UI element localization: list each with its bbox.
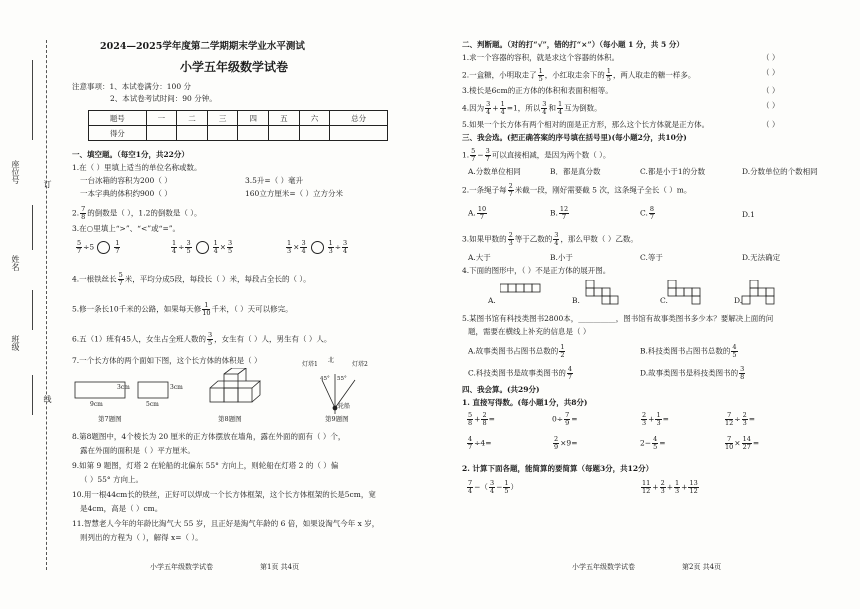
score-blank[interactable] (207, 126, 238, 141)
calc-1: $\frac{5}{8}$ + $\frac{2}{8}$ = (468, 411, 495, 427)
angle-label: 45° (320, 376, 330, 382)
q11b: 则列出的方程为（ ），解得 x=（ ）。 (80, 533, 203, 542)
page-number: 第2页 共4页 (682, 563, 722, 571)
j4: 4.因为 $\frac{3}{4}$ + $\frac{1}{4}$ =1，所以 $\frac{3}{4}$ 和 $\frac{1}{4}$ 互为倒数。 (462, 100, 602, 116)
score-cell: 总分 (330, 111, 388, 126)
c3-option-b[interactable]: B.小于 (550, 253, 573, 262)
q2-prefix: 2. (72, 208, 80, 218)
score-cell: 六 (299, 111, 330, 126)
c4: 4.下面的图形中，（ ）不是正方体的展开图。 (462, 266, 611, 275)
dim-label: 9cm (90, 401, 103, 408)
q1d: 160立方厘米=（ ）立方分米 (245, 189, 343, 198)
section-4-title: 四、我会算。(共29分) (462, 385, 540, 394)
notice-1: 注意事项：1、本试卷满分：100 分 (72, 82, 191, 91)
calc-2: 0÷ $\frac{7}{9}$ = (552, 411, 578, 427)
fraction: $\frac{7}{8}$ (81, 205, 86, 221)
score-cell: 五 (269, 111, 300, 126)
compare-circle[interactable] (311, 241, 324, 254)
underline (32, 375, 33, 415)
c4-option-b[interactable]: B. (572, 296, 580, 305)
q9b: （ ）55° 方向上。 (80, 475, 144, 484)
q10a: 10.用一根44cm长的铁丝，正好可以焊成一个长方体框架，这个长方体框架的长是5cm，宽 (72, 490, 376, 499)
score-cell: 三 (207, 111, 238, 126)
q1b: 3.5升=（ ）毫升 (245, 176, 304, 185)
c1-option-b[interactable]: B．都是真分数 (550, 167, 601, 176)
c2-option-a[interactable]: A. $\frac{10}{7}$ (468, 205, 487, 221)
q1: 1.在（ ）里填上适当的单位名称或数。 (72, 163, 202, 172)
page-number: 第1页 共4页 (260, 563, 300, 571)
section-2-title: 二、判断题。（对的打“√”，错的打“×”）（每小题 1 分，共 5 分） (462, 40, 684, 49)
north-label: 北 (328, 357, 335, 364)
c3: 3.如果甲数的 $\frac{2}{3}$ 等于乙数的 $\frac{3}{4}$ ，那么甲数（ ）乙数。 (462, 231, 638, 247)
calc-7: 2− $\frac{4}{5}$ = (640, 435, 666, 451)
exam-header: 2024—2025学年度第二学期期末学业水平测试 (100, 41, 305, 52)
compare-circle[interactable] (97, 241, 110, 254)
q1a: 一台冰箱的容积为200（ ） (80, 176, 172, 185)
binding-line (46, 40, 47, 570)
c5b: 题，需要在横线上补充的信息是（ ） (468, 327, 591, 336)
page-1 (70, 0, 438, 609)
c1-option-c[interactable]: C.都是小于1的分数 (640, 167, 706, 176)
notice-2: 2、本试卷考试时间：90 分钟。 (110, 94, 217, 103)
fig7-rect-2 (138, 382, 168, 398)
answer-paren[interactable]: （ ） (762, 101, 780, 110)
q3-compare-1: $\frac{5}{7}$ ÷5 $\frac{1}{7}$ (77, 239, 120, 255)
c4-option-a[interactable]: A. (488, 296, 496, 305)
c3-option-d[interactable]: D.无法确定 (742, 253, 781, 262)
j5: 5.如果一个长方体有两个相对的面是正方形，那么这个长方体就是正方体。 (462, 120, 710, 129)
net-a (500, 284, 540, 292)
simplify-2: $\frac{11}{12}$ + $\frac{2}{3}$ + $\frac{1}{3}$ + $\frac{13}{12}$ (642, 479, 698, 495)
k1: 1. 直接写得数。(每小题1分，共8分) (462, 398, 588, 407)
page-2 (462, 0, 854, 609)
c5-option-b[interactable]: B.科技类图书占图书总数的 $\frac{4}{5}$ (640, 343, 737, 359)
c2-option-d[interactable]: D.1 (742, 210, 755, 219)
calc-4: $\frac{7}{12}$ ÷ $\frac{2}{3}$ = (725, 411, 756, 427)
calc-8: $\frac{7}{10}$ × $\frac{14}{27}$ = (725, 435, 760, 451)
q3: 3.在○里填上“>”、“<”或“=”。 (72, 224, 181, 233)
net-d (742, 280, 774, 304)
q11a: 11.智慧老人今年的年龄比淘气大 55 岁，且正好是淘气年龄的 6 倍，如果设淘气今年 x 岁， (72, 519, 380, 528)
binding-char-xian: 线 (43, 395, 52, 403)
score-blank[interactable] (299, 126, 330, 141)
section-1-title: 一、填空题。（每空1分，共22分） (72, 150, 189, 159)
c5-option-a[interactable]: A.故事类图书占图书总数的 $\frac{1}{2}$ (468, 343, 565, 359)
underline (32, 290, 33, 330)
figures-row (70, 368, 440, 428)
c2-option-c[interactable]: C. $\frac{8}{7}$ (640, 205, 654, 221)
angle-label: 55° (337, 376, 347, 382)
binding-char-ding: 订 (43, 180, 52, 188)
score-cell: 题号 (89, 111, 147, 126)
footer-title: 小学五年级数学试卷 (150, 563, 213, 571)
tower-2-label: 灯塔2 (352, 361, 368, 368)
score-cell: 四 (238, 111, 269, 126)
seat-label: 座位号 (11, 160, 20, 184)
c5-option-d[interactable]: D.故事类图书是科技类图书的 $\frac{3}{8}$ (640, 365, 745, 381)
q8a: 8.第8题图中，4个棱长为 20 厘米的正方体摆放在墙角，露在外面的面有（ ）个， (72, 432, 346, 441)
answer-paren[interactable]: （ ） (762, 86, 780, 95)
answer-paren[interactable]: （ ） (762, 120, 780, 129)
q3-compare-2: $\frac{1}{4}$ ÷ $\frac{3}{5}$ $\frac{1}{4}$ × $\frac{3}{5}$ (172, 239, 233, 255)
underline (32, 205, 33, 250)
c1-option-a[interactable]: A.分数单位相同 (468, 167, 521, 176)
c5-option-c[interactable]: C.科技类图书是故事类图书的 $\frac{4}{7}$ (468, 365, 572, 381)
j2: 2.一盒糖，小明取走了 $\frac{1}{5}$ ，小红取走余下的 $\frac{1}{5}$ ，两人取走的糖一样多。 (462, 67, 696, 83)
name-label: 姓名 (11, 255, 20, 271)
q10b: 是4cm，高是（ ）cm。 (80, 504, 163, 513)
score-blank[interactable] (269, 126, 300, 141)
score-label: 得分 (89, 126, 147, 141)
answer-paren[interactable]: （ ） (762, 68, 780, 77)
score-blank[interactable] (330, 126, 388, 141)
q5: 5.修一条长10千米的公路，如果每天修 $\frac{1}{10}$ 千米，（ ）天可以修完。 (72, 301, 293, 317)
q2-text: 的倒数是（ ），1.2的倒数是（ ）。 (87, 208, 202, 218)
answer-paren[interactable]: （ ） (762, 53, 780, 62)
c3-option-a[interactable]: A.大于 (468, 253, 491, 262)
class-label: 班级 (11, 335, 20, 351)
dim-label: 3cm (170, 384, 183, 391)
section-3-title: 三、我会选。(把正确答案的序号填在括号里)(每小题2分，共10分) (462, 133, 687, 142)
score-row (89, 126, 388, 141)
fig8-cubes (210, 368, 260, 402)
c5a: 5.某图书馆有科技类图书2800本，__________，图书馆有故事类图书多少本？要解决上面的问 (462, 314, 774, 323)
fig7-caption: 第7题图 (98, 415, 122, 423)
calc-3: $\frac{2}{3}$ + $\frac{1}{3}$ = (642, 411, 669, 427)
q8b: 露在外面的面积是（ ）平方厘米。 (80, 446, 195, 455)
net-c (668, 280, 700, 304)
c2: 2.一条绳子每 $\frac{2}{7}$ 米截一段，刚好需要截 5 次，这条绳子全长（ ）m。 (462, 182, 692, 198)
score-cell: 二 (177, 111, 208, 126)
net-b (586, 280, 618, 304)
c3-option-c[interactable]: C.等于 (640, 253, 663, 262)
j3: 3.棱长是6cm的正方体的体积和表面积相等。 (462, 86, 613, 95)
calc-5: $\frac{4}{7}$ ÷4= (468, 435, 492, 451)
compare-circle[interactable] (196, 241, 209, 254)
c4-option-d[interactable]: D. (734, 296, 743, 305)
score-header-row (89, 111, 388, 126)
q2 (72, 206, 202, 221)
footer-title: 小学五年级数学试卷 (572, 563, 635, 571)
q9a: 9.如第 9 题图，灯塔 2 在轮船的北偏东 55° 方向上，则轮船在灯塔 2 的（ ）偏 (72, 461, 339, 470)
score-blank[interactable] (146, 126, 177, 141)
score-table (88, 110, 388, 141)
k2: 2. 计算下面各题，能简算的要简算（每题3分，共12分） (462, 464, 654, 473)
score-blank[interactable] (238, 126, 269, 141)
underline (32, 60, 33, 140)
fig8-caption: 第8题图 (218, 415, 242, 423)
q7: 7.一个长方体的两个面如下图，这个长方体的体积是（ ） (72, 356, 262, 365)
exam-title: 小学五年级数学试卷 (180, 60, 289, 74)
dim-label: 5cm (146, 401, 159, 408)
c4-option-c[interactable]: C. (660, 296, 668, 305)
score-cell: 一 (146, 111, 177, 126)
calc-6: $\frac{2}{9}$ ×9= (554, 435, 578, 451)
c2-option-b[interactable]: B. $\frac{12}{7}$ (550, 205, 569, 221)
j1: 1.求一个容器的容积，就是求这个容器的体积。 (462, 53, 620, 62)
binding-margin (0, 0, 60, 609)
score-blank[interactable] (177, 126, 208, 141)
q4: 4.一根铁丝长 $\frac{5}{7}$ 米，平均分成5段，每段长（ ）米，每段占全长的（ ）。 (72, 271, 311, 287)
cube-nets (500, 280, 830, 308)
simplify-1: $\frac{7}{4}$ −（ $\frac{3}{4}$ − $\frac{1}{5}$ ） (468, 479, 519, 495)
q3-compare-3: $\frac{1}{3}$ × $\frac{3}{4}$ $\frac{1}{3}$ ÷ $\frac{3}{4}$ (287, 239, 348, 255)
tower-1-label: 灯塔1 (302, 361, 318, 368)
ship-label: 轮船 (338, 403, 351, 410)
c1: 1. $\frac{5}{7}$ − $\frac{3}{7}$ 可以直接相减，是因为两个数（ ）。 (462, 147, 611, 163)
q6: 6.五（1）班有45人，女生占全班人数的 $\frac{3}{5}$ ，女生有（ ）人，男生有（ ）人。 (72, 331, 332, 347)
fig9-caption: 第9题图 (325, 415, 349, 423)
dim-label: 3cm (117, 384, 130, 391)
q1c: 一本字典的体积约900（ ） (80, 189, 172, 198)
c1-option-d[interactable]: D.分数单位的个数相同 (742, 167, 818, 176)
